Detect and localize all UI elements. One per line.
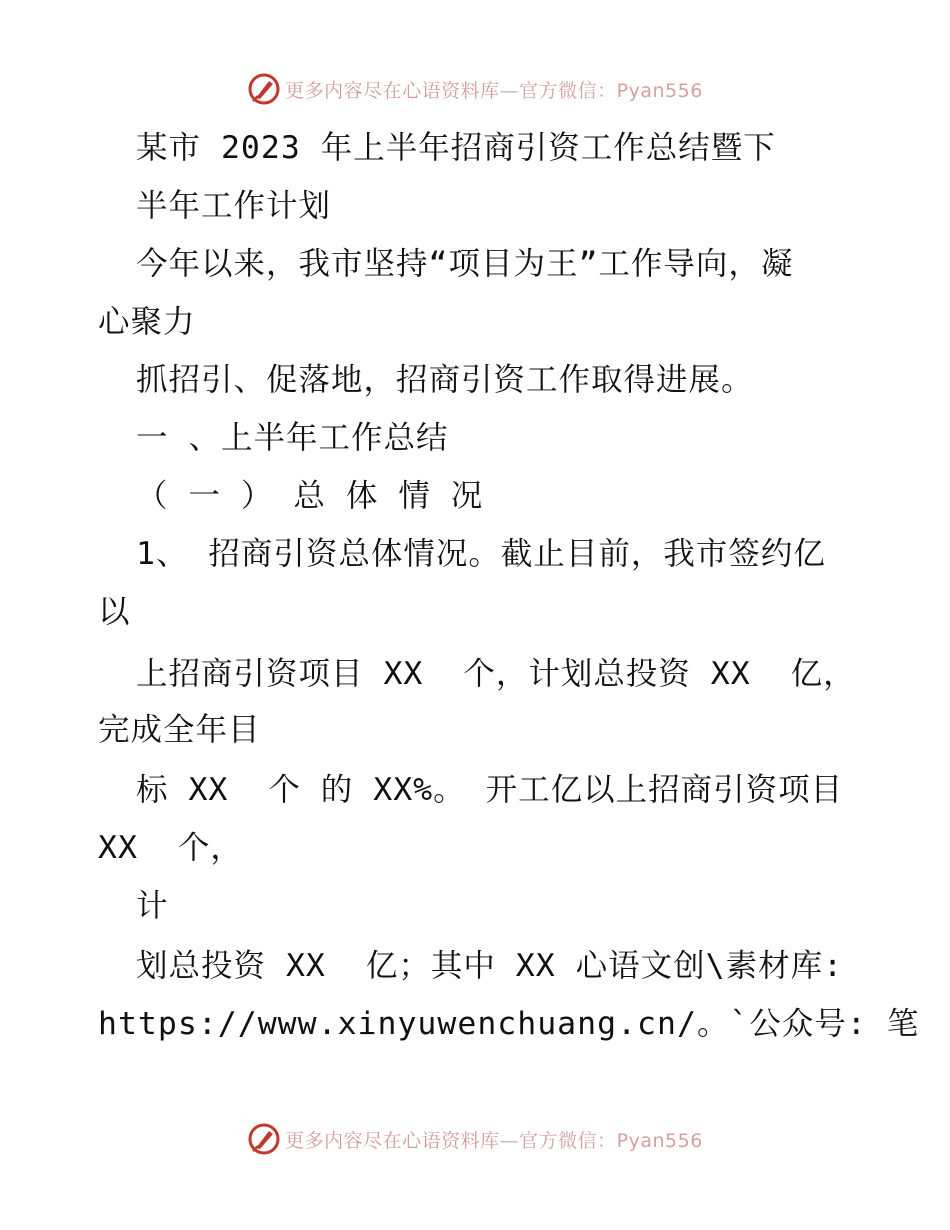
paragraph-line: 标 XX 个 的 XX%。 开工亿以上招商引资项目 (136, 772, 844, 808)
section-heading: 一 、上半年工作总结 (136, 420, 449, 456)
paragraph-line: 以 (98, 594, 131, 630)
paragraph-line: XX 个， (98, 830, 243, 866)
banner-text (285, 76, 703, 103)
paragraph-line: 划总投资 XX 亿；其中 XX 心语文创\素材库: (136, 948, 844, 984)
banner-main-text: 更多内容尽在心语资料库 (285, 79, 500, 102)
paragraph-line: 完成全年目 (98, 712, 261, 748)
banner-dash: — (499, 1129, 520, 1152)
title-line-2: 半年工作计划 (136, 188, 332, 224)
banner-text (285, 1126, 703, 1153)
title-line-1: 某市 2023 年上半年招商引资工作总结暨下 (136, 130, 776, 166)
paragraph-line: 心聚力 (98, 304, 196, 340)
banner-dash: — (499, 79, 520, 102)
feather-pen-logo-icon (247, 1122, 281, 1156)
paragraph-line: https://www.xinyuwenchuang.cn/。`公众号: 笔 (98, 1006, 920, 1042)
paragraph-line: 计 (136, 888, 169, 924)
subsection-heading: （ 一 ） 总 体 情 况 (136, 478, 484, 514)
feather-pen-logo-icon (247, 72, 281, 106)
header-banner (0, 72, 950, 106)
banner-wechat-text: 官方微信：Pyan556 (519, 1129, 703, 1152)
banner-main-text: 更多内容尽在心语资料库 (285, 1129, 500, 1152)
paragraph-line: 今年以来，我市坚持“项目为王”工作导向，凝 (136, 246, 794, 282)
paragraph-line: 1、 招商引资总体情况。截止目前，我市签约亿 (136, 536, 826, 572)
paragraph-line: 抓招引、促落地，招商引资工作取得进展。 (136, 362, 754, 398)
banner-wechat-text: 官方微信：Pyan556 (519, 79, 703, 102)
footer-banner (0, 1122, 950, 1156)
paragraph-line: 上招商引资项目 XX 个，计划总投资 XX 亿， (136, 656, 856, 692)
